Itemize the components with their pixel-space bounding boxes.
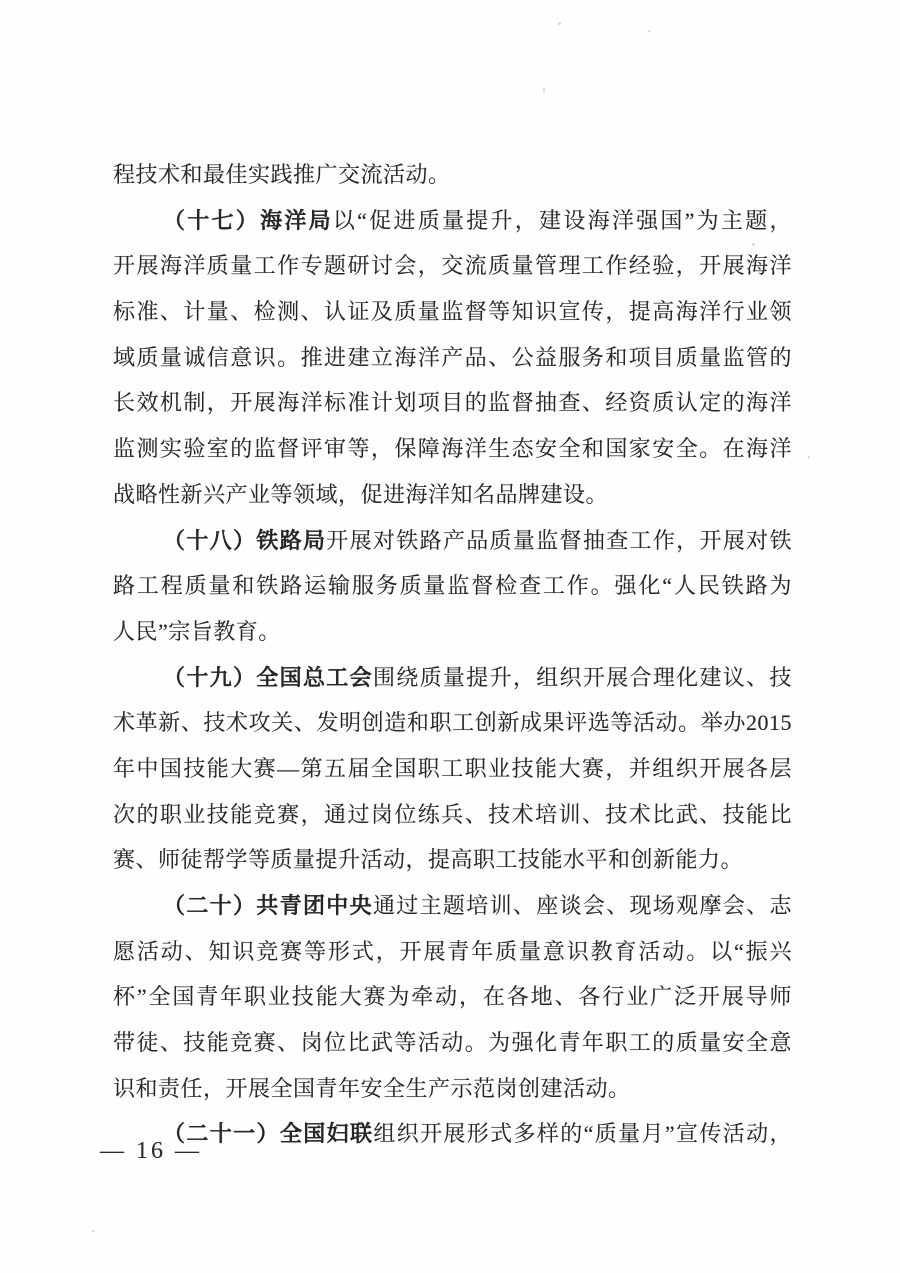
- body-text: 识和责任，开展全国青年安全生产示范岗创建活动。: [113, 1075, 631, 1101]
- body-text: 愿活动、知识竞赛等形式，开展青年质量意识教育活动。以“振兴: [113, 938, 792, 964]
- text-line: [113, 609, 792, 655]
- body-text: 域质量诚信意识。推进建立海洋产品、公益服务和项目质量监管的: [113, 344, 792, 370]
- text-line: [113, 243, 792, 289]
- paragraph-p-20-gongqingtuanzhongyang: [113, 883, 792, 1111]
- body-text: 杯”全国青年职业技能大赛为牵动，在各地、各行业广泛开展导师: [113, 984, 792, 1010]
- text-line: [113, 380, 792, 426]
- section-heading-text: （二十一）全国妇联: [163, 1121, 374, 1147]
- body-text: 术革新、技术攻关、发明创造和职工创新成果评选等活动。举办2015: [113, 710, 792, 736]
- paragraph-p-21-quanguofulian: [113, 1111, 792, 1157]
- body-text: 开展对铁路产品质量监督抽查工作，开展对铁: [326, 527, 792, 553]
- scan-speck: [92, 1230, 95, 1232]
- text-line: [113, 152, 792, 198]
- body-text: 年中国技能大赛—第五届全国职工职业技能大赛，并组织开展各层: [113, 755, 792, 781]
- text-line: [113, 655, 792, 701]
- text-line: [113, 792, 792, 838]
- paragraph-p-16-continuation: [113, 152, 792, 198]
- body-text: 组织开展形式多样的“质量月”宣传活动，: [373, 1121, 792, 1147]
- text-line: [113, 929, 792, 975]
- body-text: 路工程质量和铁路运输服务质量监督检查工作。强化“人民铁路为: [113, 573, 792, 599]
- text-line: [113, 974, 792, 1020]
- text-line: [113, 518, 792, 564]
- body-text: 围绕质量提升，组织开展合理化建议、技: [372, 664, 792, 690]
- body-text: 次的职业技能竞赛，通过岗位练兵、技术培训、技术比武、技能比: [113, 801, 792, 827]
- section-heading-text: （十七）海洋局: [163, 207, 333, 233]
- page-number: — 16 —: [100, 1138, 202, 1164]
- body-text: 监测实验室的监督评审等，保障海洋生态安全和国家安全。在海洋: [113, 436, 792, 462]
- text-line: [113, 198, 792, 244]
- text-line: [113, 837, 792, 883]
- body-text: 通过主题培训、座谈会、现场观摩会、志: [372, 893, 792, 918]
- paragraph-p-18-tieluju: [113, 518, 792, 655]
- scan-speck: [648, 30, 651, 32]
- section-heading-text: （二十）共青团中央: [163, 893, 373, 918]
- section-heading-text: （十九）全国总工会: [163, 664, 373, 690]
- text-line: [113, 1020, 792, 1066]
- body-text: 赛、师徒帮学等质量提升活动，提高职工技能水平和创新能力。: [113, 847, 744, 873]
- text-line: [113, 1111, 792, 1157]
- body-text: 战略性新兴产业等领域，促进海洋知名品牌建设。: [113, 481, 609, 507]
- text-line: [113, 1066, 792, 1112]
- document-body: [113, 152, 792, 1157]
- paragraph-p-19-quanguozonggonghui: [113, 655, 792, 883]
- body-text: 开展海洋质量工作专题研讨会，交流质量管理工作经验，开展海洋: [113, 253, 792, 279]
- text-line: [113, 335, 792, 381]
- scan-speck: [808, 456, 810, 459]
- text-line: [113, 883, 792, 929]
- scan-speck: [558, 22, 561, 25]
- body-text: 标准、计量、检测、认证及质量监督等知识宣传，提高海洋行业领: [113, 299, 792, 325]
- text-line: [113, 563, 792, 609]
- text-line: [113, 289, 792, 335]
- text-line: [113, 746, 792, 792]
- body-text: 长效机制，开展海洋标准计划项目的监督抽查、经资质认定的海洋: [113, 390, 792, 416]
- section-heading-text: （十八）铁路局: [163, 527, 327, 553]
- body-text: 人民”宗旨教育。: [113, 618, 281, 644]
- text-line: [113, 426, 792, 472]
- scan-speck: [543, 88, 545, 92]
- text-line: [113, 472, 792, 518]
- body-text: 程技术和最佳实践推广交流活动。: [113, 162, 451, 187]
- body-text: 带徒、技能竞赛、岗位比武等活动。为强化青年职工的质量安全意: [113, 1030, 792, 1056]
- paragraph-p-17-haiyangju: [113, 198, 792, 518]
- body-text: 以“促进质量提升，建设海洋强国”为主题，: [332, 207, 792, 233]
- text-line: [113, 700, 792, 746]
